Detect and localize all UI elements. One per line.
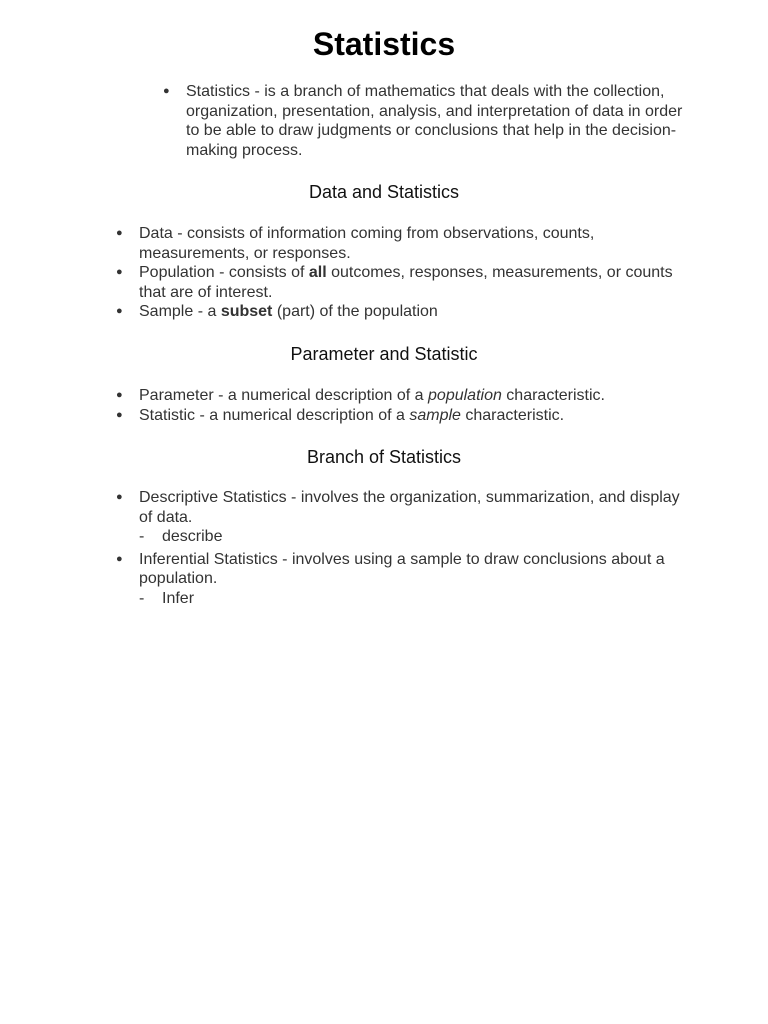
descriptive-sub-list: [116, 527, 696, 547]
list-item-parameter: [116, 386, 696, 406]
statistic-emphasis: sample: [409, 406, 461, 424]
descriptive-definition: Descriptive Statistics - involves the organization, summarization, and display of data.: [139, 489, 680, 526]
list-item-statistics-definition: [163, 82, 683, 160]
bullet-icon: ●: [116, 552, 123, 565]
definition-text: - is a branch of mathematics that deals with the collection, organization, presentation, analysis, and interpretation of data in order to be able to draw judgments or conclusions that help in the decision-making process.: [186, 83, 683, 159]
sample-text-post: (part) of the population: [272, 303, 438, 320]
parameter-emphasis: population: [428, 387, 502, 404]
inferential-sub-list: [116, 589, 696, 609]
dash-icon: -: [139, 589, 145, 607]
bullet-icon: ●: [116, 227, 123, 239]
list-item-population: [116, 263, 696, 302]
statistic-text-post: characteristic.: [460, 406, 565, 424]
sub-item-describe: [116, 527, 696, 547]
list-item-inferential: [116, 550, 696, 609]
list-item-statistic: [116, 406, 696, 426]
list-item-descriptive: [116, 488, 696, 547]
parameter-text-pre: Parameter - a numerical description of a: [139, 387, 429, 404]
section-heading-data-and-statistics: Data and Statistics: [308, 182, 460, 202]
data-statistics-list: [116, 224, 696, 322]
bullet-icon: ●: [116, 389, 123, 401]
intro-list: [163, 82, 683, 160]
population-text-post: outcomes, responses, measurements, or counts that are of interest.: [139, 264, 673, 301]
branch-statistics-list: [116, 488, 696, 608]
statistic-text-pre: Statistic - a numerical description of a: [139, 406, 410, 424]
inferential-definition: Inferential Statistics - involves using a sample to draw conclusions about a population.: [139, 550, 665, 587]
sample-emphasis: subset: [220, 303, 273, 320]
parameter-statistic-list: [116, 386, 696, 425]
population-text-pre: Population - consists of: [139, 264, 309, 281]
dash-icon: -: [139, 528, 145, 545]
data-definition: Data - consists of information coming from observations, counts, measurements, or responses.: [139, 225, 595, 262]
sample-text-pre: Sample - a: [139, 303, 221, 320]
infer-text: Infer: [162, 589, 195, 607]
sub-item-infer: [116, 589, 696, 609]
section-heading-parameter-and-statistic: Parameter and Statistic: [290, 344, 478, 364]
parameter-text-post: characteristic.: [501, 387, 605, 404]
list-item-sample: [116, 302, 696, 322]
bullet-icon: ●: [116, 305, 123, 317]
bullet-icon: ●: [116, 266, 123, 278]
bullet-icon: ●: [163, 85, 170, 97]
section-heading-branch-of-statistics: Branch of Statistics: [306, 447, 462, 467]
term-statistics: Statistics: [186, 83, 251, 100]
population-emphasis: all: [308, 264, 327, 281]
list-item-data: [116, 224, 696, 263]
describe-text: describe: [162, 528, 223, 545]
bullet-icon: ●: [116, 408, 123, 421]
page-title: Statistics: [312, 26, 456, 62]
bullet-icon: ●: [116, 491, 123, 503]
